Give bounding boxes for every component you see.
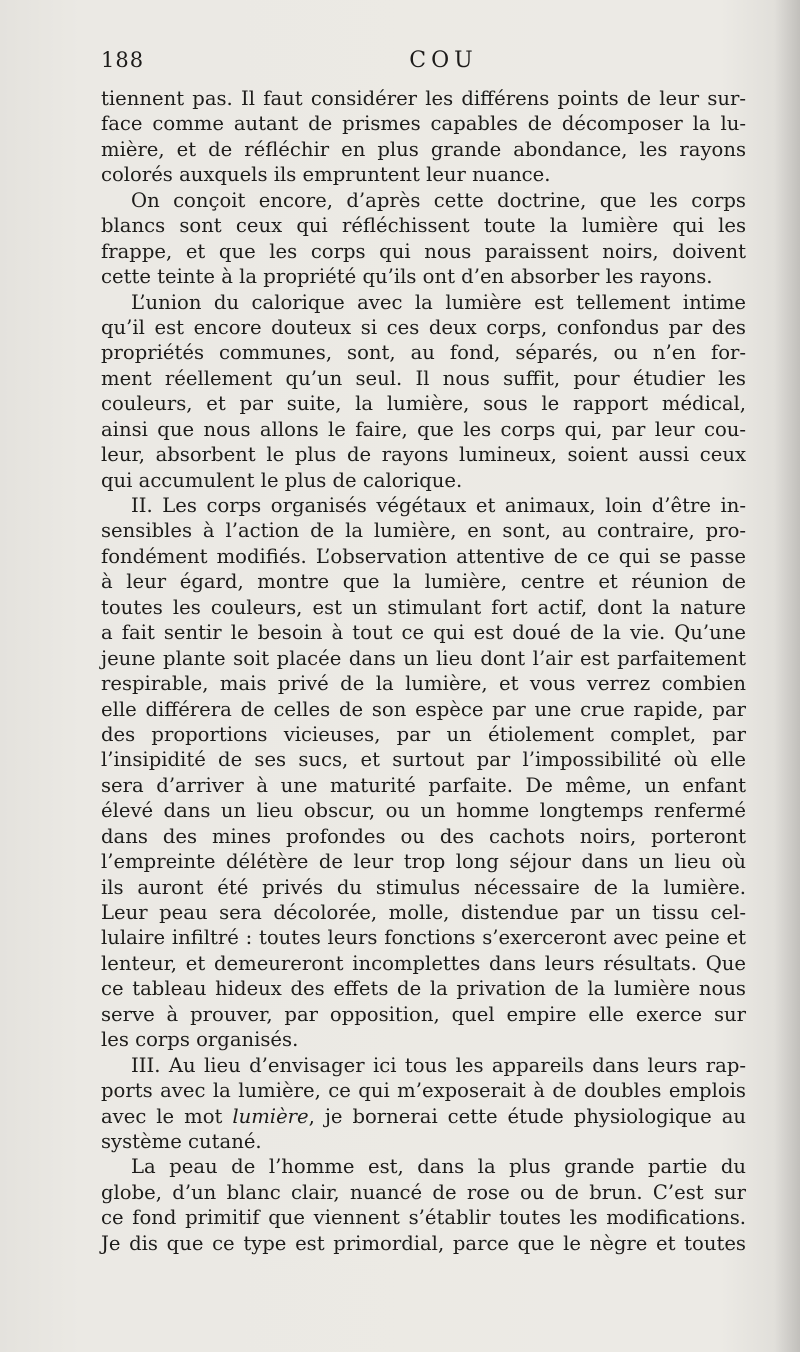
text-line: des proportions vicieuses, par un étiolement complet, par [101, 722, 746, 746]
text-line: respirable, mais privé de la lumière, et vous verrez combien [101, 672, 746, 696]
text-line: à leur égard, montre que la lumière, centre et réunion de [101, 570, 746, 594]
text-line: qu’il est encore douteux si ces deux corps, confondus par des [101, 315, 746, 339]
text-line: serve à prouver, par opposition, quel empire elle exerce sur [101, 1002, 746, 1026]
text-line: globe, d’un blanc clair, nuancé de rose ou de brun. C’est sur [101, 1180, 746, 1204]
text-line: ports avec la lumière, ce qui m’exposerait à de doubles emplois [101, 1079, 746, 1103]
italic-word: lumière [232, 1104, 309, 1128]
text-line: sensibles à l’action de la lumière, en sont, au contraire, pro- [101, 519, 746, 543]
page-edge-shadow [774, 0, 800, 1352]
text-line: Je dis que ce type est primordial, parce que le nègre et toutes [101, 1231, 746, 1255]
text-line: a fait sentir le besoin à tout ce qui est doué de la vie. Qu’une [101, 621, 746, 645]
text-line: lenteur, et demeureront incomplettes dans leurs résultats. Que [101, 951, 746, 975]
text-line: La peau de l’homme est, dans la plus grande partie du [131, 1155, 746, 1179]
text-line: leur, absorbent le plus de rayons lumineux, soient aussi ceux [101, 443, 746, 467]
text-line: ainsi que nous allons le faire, que les corps qui, par leur cou- [101, 417, 746, 441]
text-line: fondément modifiés. L’observation attentive de ce qui se passe [101, 544, 746, 568]
text-line: ce tableau hideux des effets de la privation de la lumière nous [101, 977, 746, 1001]
text-line: propriétés communes, sont, au fond, séparés, ou n’en for- [101, 341, 746, 365]
text-line: blancs sont ceux qui réfléchissent toute la lumière qui les [101, 214, 746, 238]
text-line: On conçoit encore, d’après cette doctrine, que les corps [131, 188, 746, 212]
text-line: sera d’arriver à une maturité parfaite. De même, un enfant [101, 773, 746, 797]
text-line: elle différera de celles de son espèce par une crue rapide, par [101, 697, 746, 721]
text-line: ils auront été privés du stimulus nécessaire de la lumière. [101, 875, 746, 899]
running-head [101, 48, 746, 82]
text-line: cette teinte à la propriété qu’ils ont d’en absorber les rayons. [101, 265, 713, 289]
text-line: face comme autant de prismes capables de décomposer la lu- [101, 112, 746, 136]
text-line: Leur peau sera décolorée, molle, distendue par un tissu cel- [101, 901, 746, 924]
text-line: jeune plante soit placée dans un lieu dont l’air est parfaitement [101, 646, 746, 670]
text-line: L’union du calorique avec la lumière est tellement intime [131, 290, 746, 314]
page-number: 188 [101, 48, 145, 72]
text-line: système cutané. [101, 1129, 262, 1153]
text-line: colorés auxquels ils empruntent leur nuance. [101, 163, 551, 187]
text-line: les corps organisés. [101, 1028, 299, 1052]
section-heading: COU [409, 48, 478, 73]
text-line: qui accumulent le plus de calorique. [101, 468, 463, 492]
text-line: dans des mines profondes ou des cachots noirs, porteront [101, 824, 746, 848]
text-line: ment réellement qu’un seul. Il nous suffit, pour étudier les [101, 366, 746, 390]
text-line: l’empreinte délétère de leur trop long séjour dans un lieu où [101, 850, 746, 874]
text-line: avec le mot lumière, je bornerai cette étude physiologique au [101, 1104, 746, 1128]
text-line: II. Les corps organisés végétaux et animaux, loin d’être in- [131, 494, 746, 517]
text-line: toutes les couleurs, est un stimulant fort actif, dont la nature [101, 595, 746, 619]
text-line: lulaire infiltré : toutes leurs fonctions s’exerceront avec peine et [101, 926, 746, 950]
text-line: frappe, et que les corps qui nous paraissent noirs, doivent [101, 239, 746, 263]
text-line: l’insipidité de ses sucs, et surtout par l’impossibilité où elle [101, 748, 746, 772]
text-line: couleurs, et par suite, la lumière, sous le rapport médical, [101, 392, 746, 416]
text-line: III. Au lieu d’envisager ici tous les appareils dans leurs rap- [131, 1053, 746, 1077]
text-line: mière, et de réfléchir en plus grande abondance, les rayons [101, 137, 746, 161]
text-line: ce fond primitif que viennent s’établir toutes les modifications. [101, 1206, 746, 1230]
text-line: tiennent pas. Il faut considérer les différens points de leur sur- [101, 87, 746, 110]
text-line: élevé dans un lieu obscur, ou un homme longtemps renfermé [101, 799, 746, 823]
body-text [101, 86, 746, 1256]
